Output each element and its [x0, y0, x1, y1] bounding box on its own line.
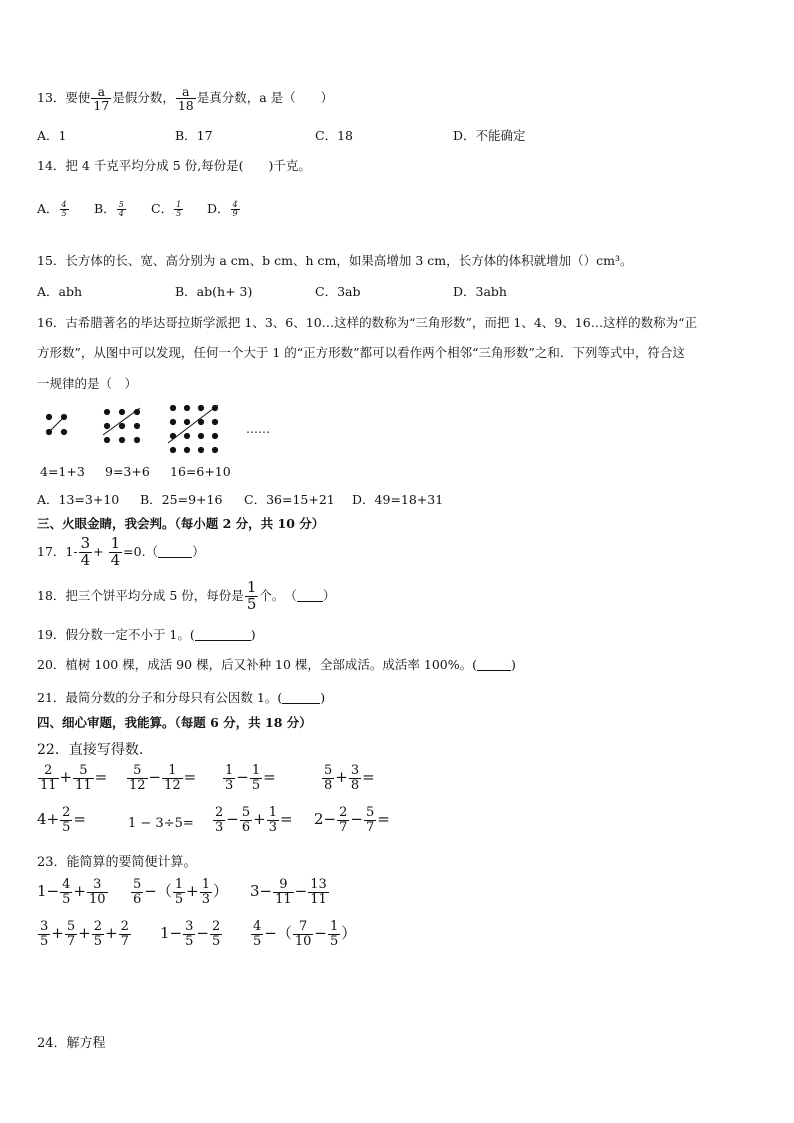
q15-option-a: A．abh — [37, 284, 83, 299]
q16-option-d: D．49=18+31 — [352, 492, 444, 507]
expression: 1 − 3÷5= — [128, 816, 194, 831]
question-16-line3: 一规律的是（ ） — [37, 376, 138, 391]
q13-option-d: D．不能确定 — [453, 128, 526, 143]
dot-figure-4 — [46, 414, 66, 434]
q13-option-b: B．17 — [175, 128, 213, 143]
section-3-heading: 三、火眼金睛，我会判。（每小题 2 分，共 10 分） — [37, 516, 325, 531]
expression: $\frac{5}{8}$ + $\frac{3}{8}$ = — [324, 763, 375, 793]
q16-option-a: A．13=3+10 — [37, 492, 120, 507]
figure-caption-4: 4=1+3 — [40, 464, 85, 479]
expression: 3− $\frac{9}{11}$ − $\frac{13}{11}$ — [250, 877, 327, 907]
answer-blank[interactable] — [297, 589, 323, 602]
q14-option-b: B． $\frac{5}{4}$ — [94, 199, 124, 218]
answer-blank[interactable] — [158, 545, 192, 558]
q16-option-c: C．36=15+21 — [244, 492, 335, 507]
q13-option-a: A．1 — [37, 128, 67, 143]
question-18: 18．把三个饼平均分成 5 份，每份是 $\frac{1}{5}$ 个。 （ ） — [37, 578, 336, 613]
expression: $\frac{3}{5}$ + $\frac{5}{7}$ + $\frac{2}{5}$ + $\frac{2}{7}$ — [40, 919, 129, 949]
answer-blank[interactable] — [195, 628, 251, 641]
question-23-title: 23．能简算的要简便计算。 — [37, 855, 197, 870]
expression: $\frac{5}{12}$ − $\frac{1}{12}$ = — [129, 763, 197, 793]
question-20: 20．植树 100 棵，成活 90 棵，后又补种 10 棵，全部成活。成活率 100%。( ) — [37, 657, 516, 672]
figure-ellipsis: …… — [246, 422, 270, 436]
question-16-line2: 方形数”，从图中可以发现，任何一个大于 1 的“正方形数”都可以看作两个相邻“三角形数”之和．下列等式中，符合这 — [37, 345, 685, 360]
question-19: 19．假分数一定不小于 1。( ) — [37, 627, 256, 642]
figure-caption-9: 9=3+6 — [105, 464, 150, 479]
figure-caption-16: 16=6+10 — [170, 464, 231, 479]
q15-option-b: B．ab(h+ 3) — [175, 284, 253, 299]
q13-prefix: 13．要使 — [37, 90, 91, 106]
dot-figure-16 — [168, 405, 218, 453]
expression: $\frac{4}{5}$ −（ $\frac{7}{10}$ − $\frac{1}{5}$ ） — [253, 919, 357, 949]
question-14: 14．把 4 千克平均分成 5 份,每份是( )千克。 — [37, 158, 311, 173]
q16-option-b: B．25=9+16 — [140, 492, 223, 507]
expression: 2− $\frac{2}{7}$ − $\frac{5}{7}$ = — [314, 805, 390, 835]
question-16-line1: 16．古希腊著名的毕达哥拉斯学派把 1、3、6、10…这样的数称为“三角形数”，而把 1、4、9、16…这样的数称为“正 — [37, 315, 698, 330]
q14-option-a: A． $\frac{4}{5}$ — [37, 199, 67, 218]
expression: $\frac{2}{3}$ − $\frac{5}{6}$ + $\frac{1}{3}$ = — [215, 805, 293, 835]
fraction-a-over-18: $\frac{a}{18}$ — [177, 84, 194, 114]
expression: $\frac{2}{11}$ + $\frac{5}{11}$ = — [40, 763, 108, 793]
answer-blank[interactable] — [282, 691, 320, 704]
q13-mid: 是假分数， — [112, 90, 175, 106]
answer-blank[interactable] — [477, 658, 511, 671]
dot-figure-9 — [103, 408, 140, 443]
q15-option-c: C．3ab — [315, 284, 361, 299]
triangle-square-dot-figures — [40, 405, 280, 455]
section-4-heading: 四、细心审题，我能算。（每题 6 分，共 18 分） — [37, 715, 312, 730]
fraction-a-over-17: $\frac{a}{17}$ — [93, 84, 110, 114]
expression: $\frac{5}{6}$ −（ $\frac{1}{5}$ + $\frac{1}{3}$ ） — [133, 877, 229, 907]
expression: $\frac{1}{3}$ − $\frac{1}{5}$ = — [225, 763, 276, 793]
expression: 1− $\frac{4}{5}$ + $\frac{3}{10}$ — [37, 877, 106, 907]
question-13 — [37, 85, 333, 112]
question-22-title: 22．直接写得数. — [37, 742, 144, 758]
q14-option-c: C． $\frac{1}{5}$ — [151, 199, 182, 218]
question-24-title: 24．解方程 — [37, 1036, 106, 1051]
expression: 4+ $\frac{2}{5}$ = — [37, 805, 86, 835]
question-15: 15．长方体的长、宽、高分别为 a cm、b cm、h cm，如果高增加 3 cm，长方体的体积就增加（）cm³。 — [37, 253, 633, 268]
q15-option-d: D．3abh — [453, 284, 507, 299]
q14-option-d: D． $\frac{4}{9}$ — [207, 199, 238, 218]
q13-suffix: 是真分数，a 是（ ） — [196, 90, 334, 106]
question-21: 21．最简分数的分子和分母只有公因数 1。( ) — [37, 690, 326, 705]
question-17: 17．1- $\frac{3}{4}$ + $\frac{1}{4}$ =0.（ ） — [37, 534, 205, 569]
expression: 1− $\frac{3}{5}$ − $\frac{2}{5}$ — [160, 919, 221, 949]
q13-option-c: C．18 — [315, 128, 353, 143]
